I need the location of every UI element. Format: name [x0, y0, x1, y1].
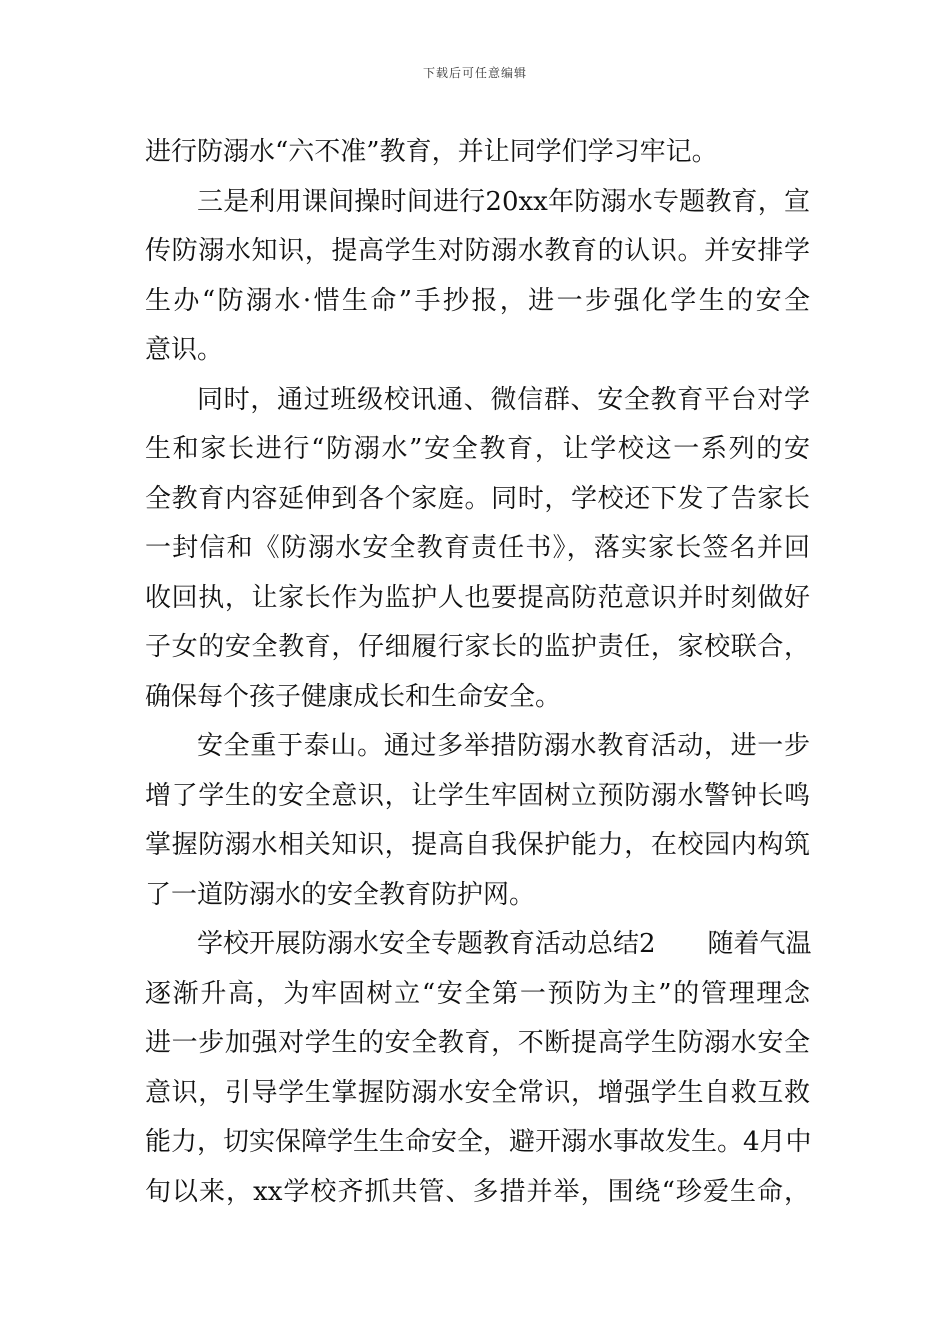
- text-line: 进一步加强对学生的安全教育，不断提高学生防溺水安全: [145, 1028, 810, 1058]
- text-line: 确保每个孩子健康成长和生命安全。: [145, 681, 562, 712]
- text-line: 传防溺水知识，提高学生对防溺水教育的认识。并安排学: [145, 236, 810, 266]
- text-line: 逐渐升高，为牢固树立“安全第一预防为主”的管理理念: [145, 978, 810, 1009]
- text-line: 意识，引导学生掌握防溺水安全常识，增强学生自救互救: [145, 1077, 810, 1108]
- text-line: 进行防溺水“六不准”教育，并让同学们学习牢记。: [145, 137, 718, 167]
- text-line: 子女的安全教育，仔细履行家长的监护责任，家校联合，: [145, 632, 810, 662]
- document-body: [145, 128, 810, 1217]
- text-line: 三是利用课间操时间进行20xx年防溺水专题教育，宣: [197, 186, 810, 217]
- text-line: 增了学生的安全意识，让学生牢固树立预防溺水警钟长鸣: [145, 780, 810, 811]
- text-line: 掌握防溺水相关知识，提高自我保护能力，在校园内构筑: [145, 830, 810, 860]
- text-line: 安全重于泰山。通过多举措防溺水教育活动，进一步: [197, 731, 810, 761]
- text-line: 生办“防溺水·惜生命”手抄报，进一步强化学生的安全: [145, 285, 810, 316]
- text-line: 生和家长进行“防溺水”安全教育，让学校这一系列的安: [145, 434, 810, 464]
- text-line: 收回执，让家长作为监护人也要提高防范意识并时刻做好: [145, 582, 810, 613]
- text-line: 学校开展防溺水安全专题教育活动总结2 随着气温: [197, 929, 812, 959]
- page-header: 下载后可任意编辑: [422, 66, 527, 80]
- text-line: 旬以来，xx学校齐抓共管、多措并举，围绕“珍爱生命，: [145, 1176, 810, 1207]
- text-line: 同时，通过班级校讯通、微信群、安全教育平台对学: [197, 384, 810, 415]
- text-line: 能力，切实保障学生生命安全，避开溺水事故发生。4月中: [145, 1127, 812, 1157]
- text-line: 意识。: [145, 335, 224, 365]
- text-line: 了一道防溺水的安全教育防护网。: [145, 879, 536, 910]
- text-line: 全教育内容延伸到各个家庭。同时，学校还下发了告家长: [145, 483, 810, 514]
- text-line: 一封信和《防溺水安全教育责任书》，落实家长签名并回: [145, 533, 810, 563]
